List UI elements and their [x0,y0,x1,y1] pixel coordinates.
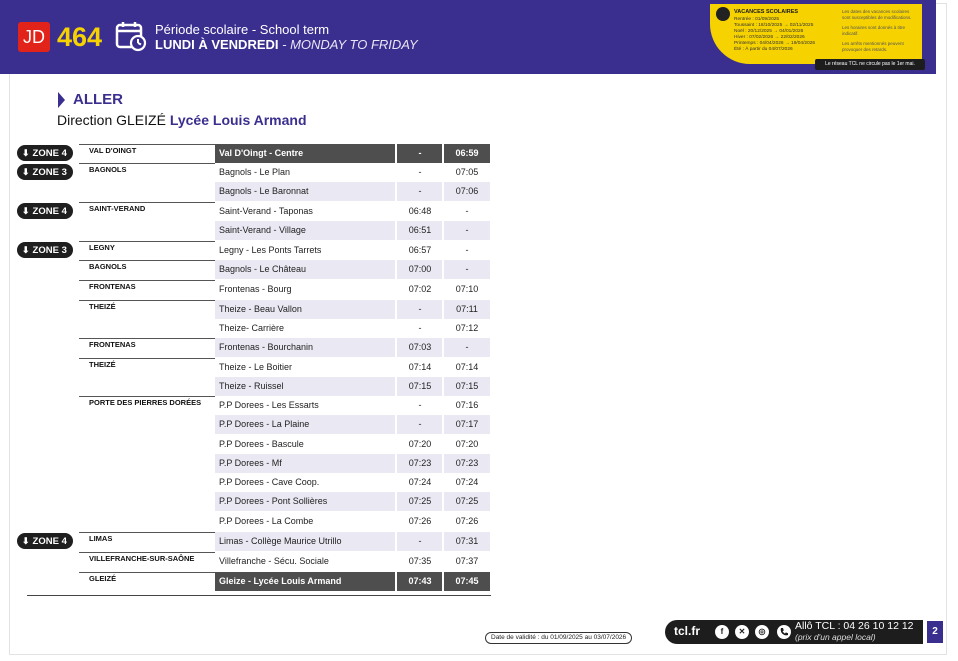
vacations-title: VACANCES SCOLAIRES [734,9,799,15]
departure-time: 07:15 [397,377,443,396]
stop-name: P.P Dorees - Les Essarts [219,400,319,410]
stop-name: Limas - Collège Maurice Utrillo [215,532,395,551]
vacation-note: Les dates des vacances scolaires sont susceptibles de modifications. [842,9,912,20]
departure-time: - [397,415,443,434]
departure-time: 07:23 [397,454,443,473]
departure-time: 06:48 [408,206,432,216]
departure-time: 07:06 [444,182,490,201]
direction-destination [57,112,307,128]
stop-name: Theize - Ruissel [215,377,395,396]
commune-name: LIMAS [89,534,113,543]
departure-time: 07:12 [455,323,479,333]
commune-name: PORTE DES PIERRES DORÉES [89,398,202,407]
commune-name: BAGNOLS [89,165,127,174]
departure-time: - [418,400,422,410]
stop-name: Theize- Carrière [219,323,285,333]
no-service-notice: Le réseau TCL ne circule pas le 1er mai. [815,59,925,70]
commune-name: VAL D'OINGT [89,146,137,155]
direction-prefix: Direction GLEIZÉ [57,112,166,128]
timetable [17,140,487,596]
stop-name: Frontenas - Bourg [219,284,292,294]
departure-time: - [397,300,443,319]
departure-time: 07:20 [455,439,479,449]
departure-time: 07:11 [444,300,490,319]
vacations-dates [734,17,815,53]
stop-name: Saint-Verand - Village [215,221,395,240]
departure-time: - [397,182,443,201]
commune-rule [79,338,215,339]
vacation-note: Les horaires sont donnés à titre indicatif. [842,25,906,36]
commune-rule [79,202,215,203]
column-separator [442,140,444,595]
zone-badge [17,164,73,180]
departure-time: - [444,260,490,279]
commune-rule [79,532,215,533]
commune-name: GLEIZÉ [89,574,117,583]
stop-name: Bagnols - Le Château [215,260,395,279]
phone-icon [777,625,791,639]
departure-time: 07:31 [444,532,490,551]
period-days-en: - MONDAY TO FRIDAY [282,37,418,52]
departure-time: 07:35 [408,556,432,566]
departure-time: - [444,338,490,357]
instagram-icon[interactable]: ◎ [755,625,769,639]
vacations-notes [842,9,918,57]
commune-name: LEGNY [89,243,115,252]
stop-name: Theize - Le Boitier [219,362,293,372]
zone-badge [17,203,73,219]
departure-time: 07:20 [408,439,432,449]
departure-time: - [397,532,443,551]
vacation-date-line: Toussaint : 18/10/2025 → 02/11/2025 [734,23,814,28]
commune-rule [79,396,215,397]
stop-name: Val D'Oingt - Centre [215,144,395,163]
stop-name: P.P Dorees - La Combe [219,516,314,526]
vacation-date-line: Printemps : 04/04/2026 → 19/04/2026 [734,41,816,46]
commune-rule [79,163,215,164]
table-bottom-rule [27,595,491,596]
commune-rule [79,241,215,242]
commune-rule [79,280,215,281]
zone-label: ZONE 3 [32,245,67,256]
departure-time: - [465,206,469,216]
departure-time: 06:57 [408,245,432,255]
stop-name: P.P Dorees - Pont Sollières [215,492,395,511]
stop-name: P.P Dorees - La Plaine [215,415,395,434]
stop-name: Legny - Les Ponts Tarrets [219,245,322,255]
zone-badge [17,242,73,258]
commune-name: FRONTENAS [89,340,136,349]
departure-time: 07:14 [408,362,432,372]
zone-label: ZONE 4 [32,206,67,217]
commune-rule [79,300,215,301]
departure-time: - [444,221,490,240]
phone-note: (prix d'un appel local) [795,632,876,642]
commune-name: VILLEFRANCHE-SUR-SAÔNE [89,554,195,563]
vacation-date-line: Noël : 20/12/2025 → 04/01/2026 [734,29,804,34]
stop-name: Frontenas - Bourchanin [215,338,395,357]
arrow-down-icon: ⬇ [22,148,30,158]
column-separator [395,140,397,595]
departure-time: - [397,144,443,163]
zone-badge [17,533,73,549]
period-days-fr: LUNDI À VENDREDI [155,37,279,52]
stop-name: Bagnols - Le Plan [219,167,291,177]
vacation-date-line: Été : À partir du 04/07/2026 [734,47,793,52]
departure-time: - [418,323,422,333]
arrow-down-icon: ⬇ [22,245,30,255]
commune-name: THEIZÉ [89,302,116,311]
commune-name: SAINT-VERAND [89,204,146,213]
departure-time: 07:10 [455,284,479,294]
period-label: Période scolaire - School term [155,22,330,37]
zone-label: ZONE 4 [32,148,67,159]
departure-time: 07:37 [455,556,479,566]
departure-time: 07:24 [455,477,479,487]
zone-label: ZONE 4 [32,536,67,547]
stop-name: P.P Dorees - Mf [215,454,395,473]
x-icon[interactable]: ✕ [735,625,749,639]
vacation-date-line: Hiver : 07/02/2026 → 22/02/2026 [734,35,805,40]
departure-time: - [418,167,422,177]
vacation-date-line: Rentrée : 01/09/2025 [734,17,780,22]
departure-time: 07:23 [444,454,490,473]
arrow-down-icon: ⬇ [22,167,30,177]
departure-time: 07:26 [408,516,432,526]
phone-number[interactable]: Allô TCL : 04 26 10 12 12 [795,620,914,632]
departure-time: - [465,245,469,255]
zone-label: ZONE 3 [32,167,67,178]
validity-dates: Date de validité : du 01/09/2025 au 03/07/2026 [485,632,632,644]
destination-name: Lycée Louis Armand [169,112,307,128]
stop-name: Saint-Verand - Taponas [219,206,313,216]
zone-badge [17,145,73,161]
brand-badge: JD [18,22,50,52]
direction-arrow-icon [58,92,65,108]
direction-label: ALLER [73,91,123,108]
commune-name: THEIZÉ [89,360,116,369]
commune-rule [79,552,215,553]
commune-name: FRONTENAS [89,282,136,291]
stop-name: P.P Dorees - Cave Coop. [219,477,320,487]
facebook-icon[interactable]: f [715,625,729,639]
stop-name: Theize - Beau Vallon [215,300,395,319]
departure-time: 06:59 [444,144,490,163]
departure-time: 06:51 [397,221,443,240]
period-days [155,37,418,52]
commune-rule [79,572,215,573]
arrow-down-icon: ⬇ [22,206,30,216]
stop-name: P.P Dorees - Bascule [219,439,304,449]
departure-time: 07:16 [455,400,479,410]
departure-time: 07:17 [444,415,490,434]
commune-rule [79,144,215,145]
calendar-clock-icon [115,20,147,52]
departure-time: 07:24 [408,477,432,487]
commune-rule [79,358,215,359]
departure-time: 07:25 [444,492,490,511]
commune-name: BAGNOLS [89,262,127,271]
page-number: 2 [927,621,943,643]
info-icon [716,7,730,21]
arrow-down-icon: ⬇ [22,536,30,546]
stop-name: Gleize - Lycée Louis Armand [215,572,395,591]
departure-time: 07:03 [397,338,443,357]
departure-time: 07:45 [444,572,490,591]
departure-time: 07:25 [397,492,443,511]
departure-time: 07:15 [444,377,490,396]
stop-name: Bagnols - Le Baronnat [215,182,395,201]
departure-time: 07:26 [455,516,479,526]
line-number: 464 [57,22,103,52]
departure-time: 07:00 [397,260,443,279]
departure-time: 07:05 [455,167,479,177]
commune-rule [79,260,215,261]
stop-name: Villefranche - Sécu. Sociale [219,556,329,566]
departure-time: 07:02 [408,284,432,294]
departure-time: 07:14 [455,362,479,372]
site-link[interactable]: tcl.fr [674,624,701,638]
departure-time: 07:43 [397,572,443,591]
vacation-note: Les arrêts mentionnés peuvent provoquer des retards. [842,41,904,52]
